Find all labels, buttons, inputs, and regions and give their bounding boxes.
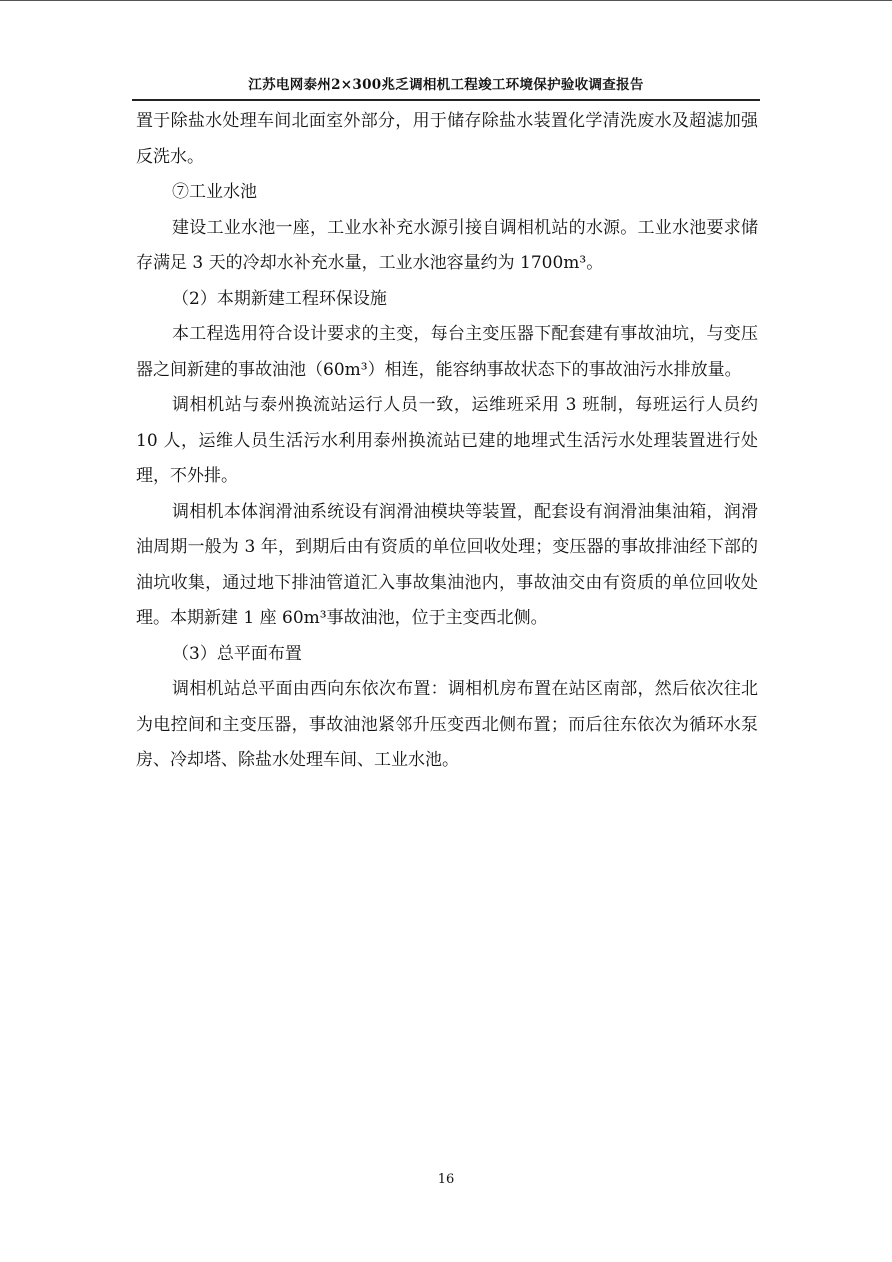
paragraph-continuation: 置于除盐水处理车间北面室外部分，用于储存除盐水装置化学清洗废水及超滤加强反洗水。 [136, 111, 758, 167]
header-rule [132, 99, 760, 101]
paragraph-main-transformer: 本工程选用符合设计要求的主变，每台主变压器下配套建有事故油坑，与变压器之间新建的事故油池（60m³）相连，能容纳事故状态下的事故油污水排放量。 [136, 324, 758, 380]
item-heading-industrial-pool: ⑦工业水池 [172, 182, 257, 202]
document-body [136, 104, 758, 779]
page-top-border [0, 0, 892, 1]
paragraph-industrial-pool: 建设工业水池一座，工业水补充水源引接自调相机站的水源。工业水池要求储存满足 3 天的冷却水补充水量，工业水池容量约为 1700m³。 [136, 217, 758, 273]
paragraph-general-layout: 调相机站总平面由西向东依次布置：调相机房布置在站区南部，然后依次往北为电控间和主变压器，事故油池紧邻升压变西北侧布置；而后往东依次为循环水泵房、冷却塔、除盐水处理车间、工业水池。 [136, 679, 758, 770]
section-heading-general-layout: （3）总平面布置 [172, 643, 302, 664]
running-header: 江苏电网泰州2×300兆乏调相机工程竣工环境保护验收调查报告 [248, 77, 644, 93]
section-heading-new-facilities: （2）本期新建工程环保设施 [172, 288, 387, 309]
page-number: 16 [437, 1172, 455, 1187]
paragraph-staff-sewage: 调相机站与泰州换流站运行人员一致，运维班采用 3 班制，每班运行人员约 10 人，运维人员生活污水利用泰州换流站已建的地埋式生活污水处理装置进行处理，不外排。 [136, 395, 758, 486]
paragraph-lubricating-oil: 调相机本体润滑油系统设有润滑油模块等装置，配套设有润滑油集油箱，润滑油周期一般为 3 年，到期后由有资质的单位回收处理；变压器的事故排油经下部的油坑收集，通过地下排油管道汇入事故集油池内，事故油交由有资质的单位回收处理。本期新建 1 座 60m³事故油池，位于主变西北侧。 [136, 501, 758, 628]
